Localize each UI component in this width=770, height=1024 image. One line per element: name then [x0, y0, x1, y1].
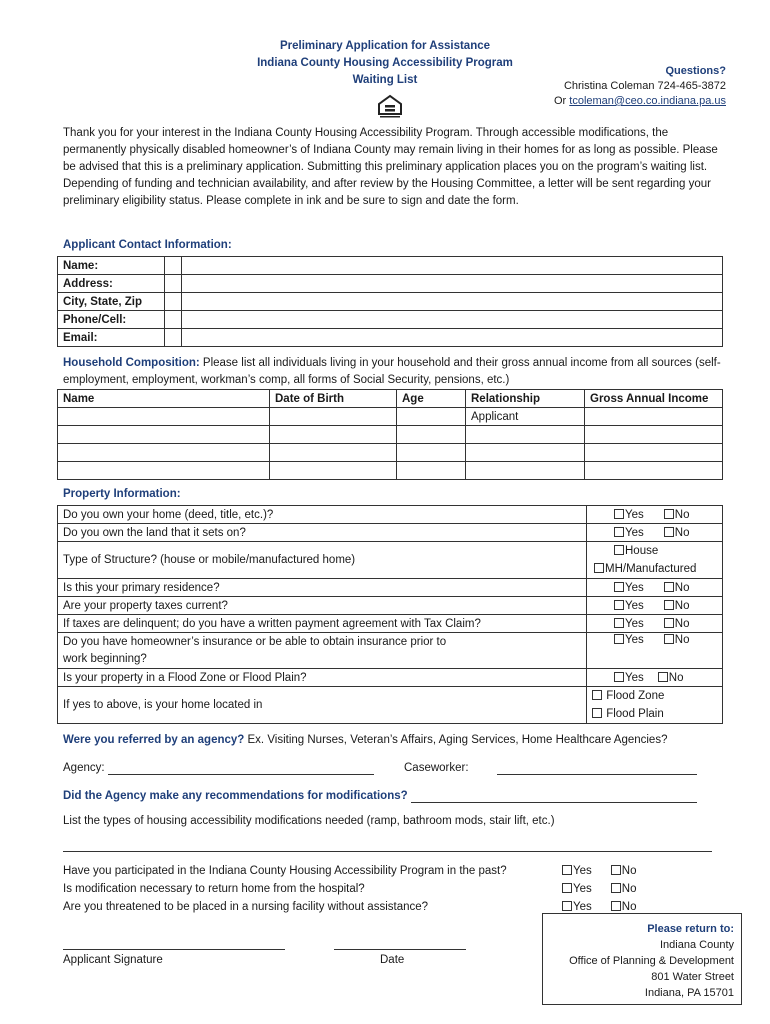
checkbox-icon	[592, 690, 602, 700]
no-option[interactable]	[658, 672, 684, 684]
question-label: Are your property taxes current?	[58, 597, 587, 615]
yes-label: Yes	[625, 671, 644, 684]
yes-label: Yes	[625, 581, 644, 594]
property-row-own-home	[58, 506, 723, 524]
field-label: Name:	[58, 257, 165, 275]
property-row-structure	[58, 542, 723, 579]
household-intro	[63, 355, 723, 389]
no-option[interactable]	[664, 634, 690, 646]
yes-option[interactable]	[614, 634, 644, 646]
field-label: Email:	[58, 329, 165, 347]
yes-label: Yes	[573, 883, 592, 895]
property-table	[57, 505, 723, 724]
yes-no-options	[587, 524, 723, 542]
no-label: No	[674, 508, 690, 521]
recommend-label: Did the Agency make any recommendations for modifications?	[63, 790, 408, 802]
no-option[interactable]	[664, 600, 690, 612]
applicant-heading: Applicant Contact Information:	[63, 239, 232, 251]
checkbox-icon	[611, 883, 621, 893]
recommend-row	[63, 790, 697, 803]
cell[interactable]	[58, 444, 270, 462]
yes-label: Yes	[625, 599, 644, 612]
cell[interactable]	[397, 426, 466, 444]
household-heading: Household Composition:	[63, 357, 200, 369]
title-line-1: Preliminary Application for Assistance	[279, 40, 491, 52]
cell[interactable]	[270, 444, 397, 462]
applicant-row-name	[58, 257, 723, 275]
city-state-zip-input[interactable]	[182, 293, 723, 311]
caseworker-label: Caseworker:	[404, 762, 469, 774]
questions-label: Questions?	[665, 65, 726, 77]
modifications-input[interactable]	[63, 838, 712, 852]
address-input[interactable]	[182, 275, 723, 293]
property-row-delinquent	[58, 615, 723, 633]
no-label: No	[674, 526, 690, 539]
household-row	[58, 462, 723, 480]
contact-person: Christina Coleman 724-465-3872	[563, 80, 726, 92]
flood-zone-label: Flood Zone	[603, 690, 665, 702]
col-dob: Date of Birth	[270, 390, 397, 408]
yes-no-options	[587, 597, 723, 615]
cell[interactable]	[270, 462, 397, 480]
checkbox-icon	[611, 901, 621, 911]
property-row-primary	[58, 579, 723, 597]
yes-option[interactable]	[614, 527, 644, 539]
no-option[interactable]	[611, 901, 637, 913]
date-input[interactable]	[334, 938, 466, 950]
household-header-row	[58, 390, 723, 408]
checkbox-icon	[614, 545, 624, 555]
yes-option[interactable]	[562, 883, 592, 895]
property-row-own-land	[58, 524, 723, 542]
flood-plain-label: Flood Plain	[603, 708, 664, 720]
yes-label: Yes	[625, 508, 644, 521]
question-label: Type of Structure? (house or mobile/manufactured home)	[58, 542, 587, 579]
cell[interactable]	[397, 462, 466, 480]
signature-input[interactable]	[63, 938, 285, 950]
property-row-taxes	[58, 597, 723, 615]
spacer-cell	[165, 257, 182, 275]
agency-input[interactable]	[108, 762, 374, 775]
cell[interactable]	[585, 408, 723, 426]
no-label: No	[674, 634, 690, 646]
cell[interactable]	[270, 408, 397, 426]
cell[interactable]	[397, 408, 466, 426]
no-option[interactable]	[611, 883, 637, 895]
yes-option[interactable]	[614, 582, 644, 594]
yes-no-options	[587, 615, 723, 633]
checkbox-icon	[614, 672, 624, 682]
final-question-row	[63, 862, 623, 880]
yes-no-options	[587, 669, 723, 687]
spacer-cell	[165, 311, 182, 329]
cell[interactable]	[397, 444, 466, 462]
applicant-row-address	[58, 275, 723, 293]
cell[interactable]	[270, 426, 397, 444]
no-option[interactable]	[611, 865, 637, 877]
final-question-row	[63, 880, 623, 898]
cell[interactable]	[466, 444, 585, 462]
agency-row	[63, 762, 374, 775]
yes-option[interactable]	[614, 618, 644, 630]
form-title	[180, 38, 590, 89]
question-label: Is your property in a Flood Zone or Flood Plain?	[58, 669, 587, 687]
question-label: If taxes are delinquent; do you have a written payment agreement with Tax Claim?	[58, 615, 587, 633]
flood-plain-option[interactable]	[592, 705, 717, 723]
checkbox-icon	[562, 883, 572, 893]
no-label: No	[674, 599, 690, 612]
question-label: Do you own your home (deed, title, etc.)?	[58, 506, 587, 524]
title-line-2: Indiana County Housing Accessibility Program	[257, 57, 513, 69]
no-label: No	[621, 883, 637, 895]
yes-label: Yes	[625, 526, 644, 539]
final-questions	[63, 862, 623, 916]
applicant-row-city	[58, 293, 723, 311]
household-table	[57, 389, 723, 480]
property-row-insurance	[58, 633, 723, 669]
modifications-list-label: List the types of housing accessibility modifications needed (ramp, bathroom mods, stair lift, etc.)	[63, 815, 555, 827]
household-row	[58, 444, 723, 462]
yes-option[interactable]	[562, 865, 592, 877]
return-line-3: 801 Water Street	[651, 971, 734, 983]
spacer-cell	[165, 329, 182, 347]
no-label: No	[674, 617, 690, 630]
intro-paragraph: Thank you for your interest in the Indiana County Housing Accessibility Program. Through accessible modifications, the permanently physically disabled homeowner’s of Indiana County may remain living in their homes for as long as possible. Please be advised that this is a preliminary application. Submitting this preliminary application places you on the program’s waiting list. Depending of funding and technician availability, and after review by the Housing Committee, a letter will be sent regarding your preliminary eligibility status. Please complete in ink and be sure to sign and date the form.	[63, 127, 718, 207]
contact-info	[554, 64, 726, 109]
spacer-cell	[165, 275, 182, 293]
checkbox-icon	[614, 634, 624, 644]
relationship-applicant: Applicant	[466, 408, 585, 426]
question-label: Are you threatened to be placed in a nursing facility without assistance?	[63, 901, 429, 913]
question-label: If yes to above, is your home located in	[58, 687, 587, 724]
final-options	[562, 862, 636, 916]
no-option[interactable]	[664, 527, 690, 539]
checkbox-icon	[562, 865, 572, 875]
caseworker-input[interactable]	[497, 762, 697, 775]
checkbox-icon	[658, 672, 668, 682]
cell[interactable]	[466, 462, 585, 480]
no-label: No	[621, 901, 637, 913]
cell[interactable]	[585, 444, 723, 462]
date-label: Date	[380, 954, 405, 966]
structure-options	[587, 542, 723, 579]
checkbox-icon	[664, 634, 674, 644]
name-input[interactable]	[182, 257, 723, 275]
col-name: Name	[58, 390, 270, 408]
question-label: Do you own the land that it sets on?	[58, 524, 587, 542]
contact-email-link[interactable]: tcoleman@ceo.co.indiana.pa.us	[569, 95, 726, 107]
checkbox-icon	[592, 708, 602, 718]
applicant-row-email	[58, 329, 723, 347]
property-row-flood	[58, 669, 723, 687]
title-line-3: Waiting List	[352, 74, 418, 86]
yes-no-options	[587, 579, 723, 597]
no-option[interactable]	[664, 509, 690, 521]
return-line-4: Indiana, PA 15701	[644, 987, 734, 999]
referral-examples: Ex. Visiting Nurses, Veteran’s Affairs, Aging Services, Home Healthcare Agencies?	[244, 734, 668, 746]
yes-option[interactable]	[614, 600, 644, 612]
yes-option[interactable]	[614, 672, 644, 684]
checkbox-icon	[614, 509, 624, 519]
checkbox-icon	[614, 527, 624, 537]
no-label: No	[674, 581, 690, 594]
return-address-box	[542, 913, 742, 1005]
signature-label: Applicant Signature	[63, 954, 163, 966]
house-label: House	[625, 545, 659, 557]
house-option[interactable]	[614, 542, 717, 560]
return-line-2: Office of Planning & Development	[569, 955, 734, 967]
spacer-cell	[165, 293, 182, 311]
checkbox-icon	[664, 618, 674, 628]
agency-label: Agency:	[63, 762, 108, 774]
yes-label: Yes	[573, 901, 592, 913]
recommend-input[interactable]	[411, 790, 697, 803]
referral-question	[63, 734, 667, 746]
yes-no-options	[587, 506, 723, 524]
household-text: Please list all individuals living in your household and their gross annual income from all sources (self-employment, employment, workman’s comp, all forms of Social Security, pensions, etc.)	[63, 357, 721, 386]
cell[interactable]	[58, 408, 270, 426]
field-label: Address:	[58, 275, 165, 293]
caseworker-row	[404, 762, 697, 775]
checkbox-icon	[664, 582, 674, 592]
question-label: Have you participated in the Indiana County Housing Accessibility Program in the past?	[63, 865, 507, 877]
yes-option[interactable]	[562, 901, 592, 913]
yes-label: Yes	[625, 617, 644, 630]
cell[interactable]	[58, 462, 270, 480]
checkbox-icon	[594, 563, 604, 573]
applicant-row-phone	[58, 311, 723, 329]
email-input[interactable]	[182, 329, 723, 347]
return-heading: Please return to:	[647, 923, 734, 935]
no-label: No	[621, 865, 637, 877]
mh-option[interactable]	[594, 560, 717, 578]
checkbox-icon	[611, 865, 621, 875]
household-row	[58, 426, 723, 444]
checkbox-icon	[664, 527, 674, 537]
household-row	[58, 408, 723, 426]
yes-no-options	[587, 633, 723, 669]
cell[interactable]	[585, 462, 723, 480]
flood-options	[587, 687, 723, 724]
col-age: Age	[397, 390, 466, 408]
checkbox-icon	[664, 509, 674, 519]
cell[interactable]	[466, 426, 585, 444]
no-option[interactable]	[664, 618, 690, 630]
no-label: No	[668, 671, 684, 684]
final-question-row	[63, 898, 623, 916]
no-option[interactable]	[664, 582, 690, 594]
yes-label: Yes	[625, 634, 644, 646]
field-label: City, State, Zip	[58, 293, 165, 311]
checkbox-icon	[614, 582, 624, 592]
checkbox-icon	[614, 600, 624, 610]
field-label: Phone/Cell:	[58, 311, 165, 329]
checkbox-icon	[664, 600, 674, 610]
yes-label: Yes	[573, 865, 592, 877]
cell[interactable]	[58, 426, 270, 444]
checkbox-icon	[614, 618, 624, 628]
question-label: Is this your primary residence?	[58, 579, 587, 597]
return-line-1: Indiana County	[660, 939, 734, 951]
applicant-table	[57, 256, 723, 347]
checkbox-icon	[562, 901, 572, 911]
flood-zone-option[interactable]	[592, 687, 717, 705]
property-row-flood-type	[58, 687, 723, 724]
mh-label: MH/Manufactured	[605, 563, 697, 575]
equal-housing-opportunity-icon	[377, 94, 403, 120]
cell[interactable]	[585, 426, 723, 444]
question-label: Do you have homeowner’s insurance or be able to obtain insurance prior to work beginning?	[58, 633, 587, 669]
col-income: Gross Annual Income	[585, 390, 723, 408]
yes-option[interactable]	[614, 509, 644, 521]
question-label: Is modification necessary to return home from the hospital?	[63, 883, 365, 895]
property-heading: Property Information:	[63, 488, 181, 500]
referral-question-label: Were you referred by an agency?	[63, 734, 245, 746]
col-relationship: Relationship	[466, 390, 585, 408]
or-label: Or	[554, 95, 570, 107]
phone-input[interactable]	[182, 311, 723, 329]
